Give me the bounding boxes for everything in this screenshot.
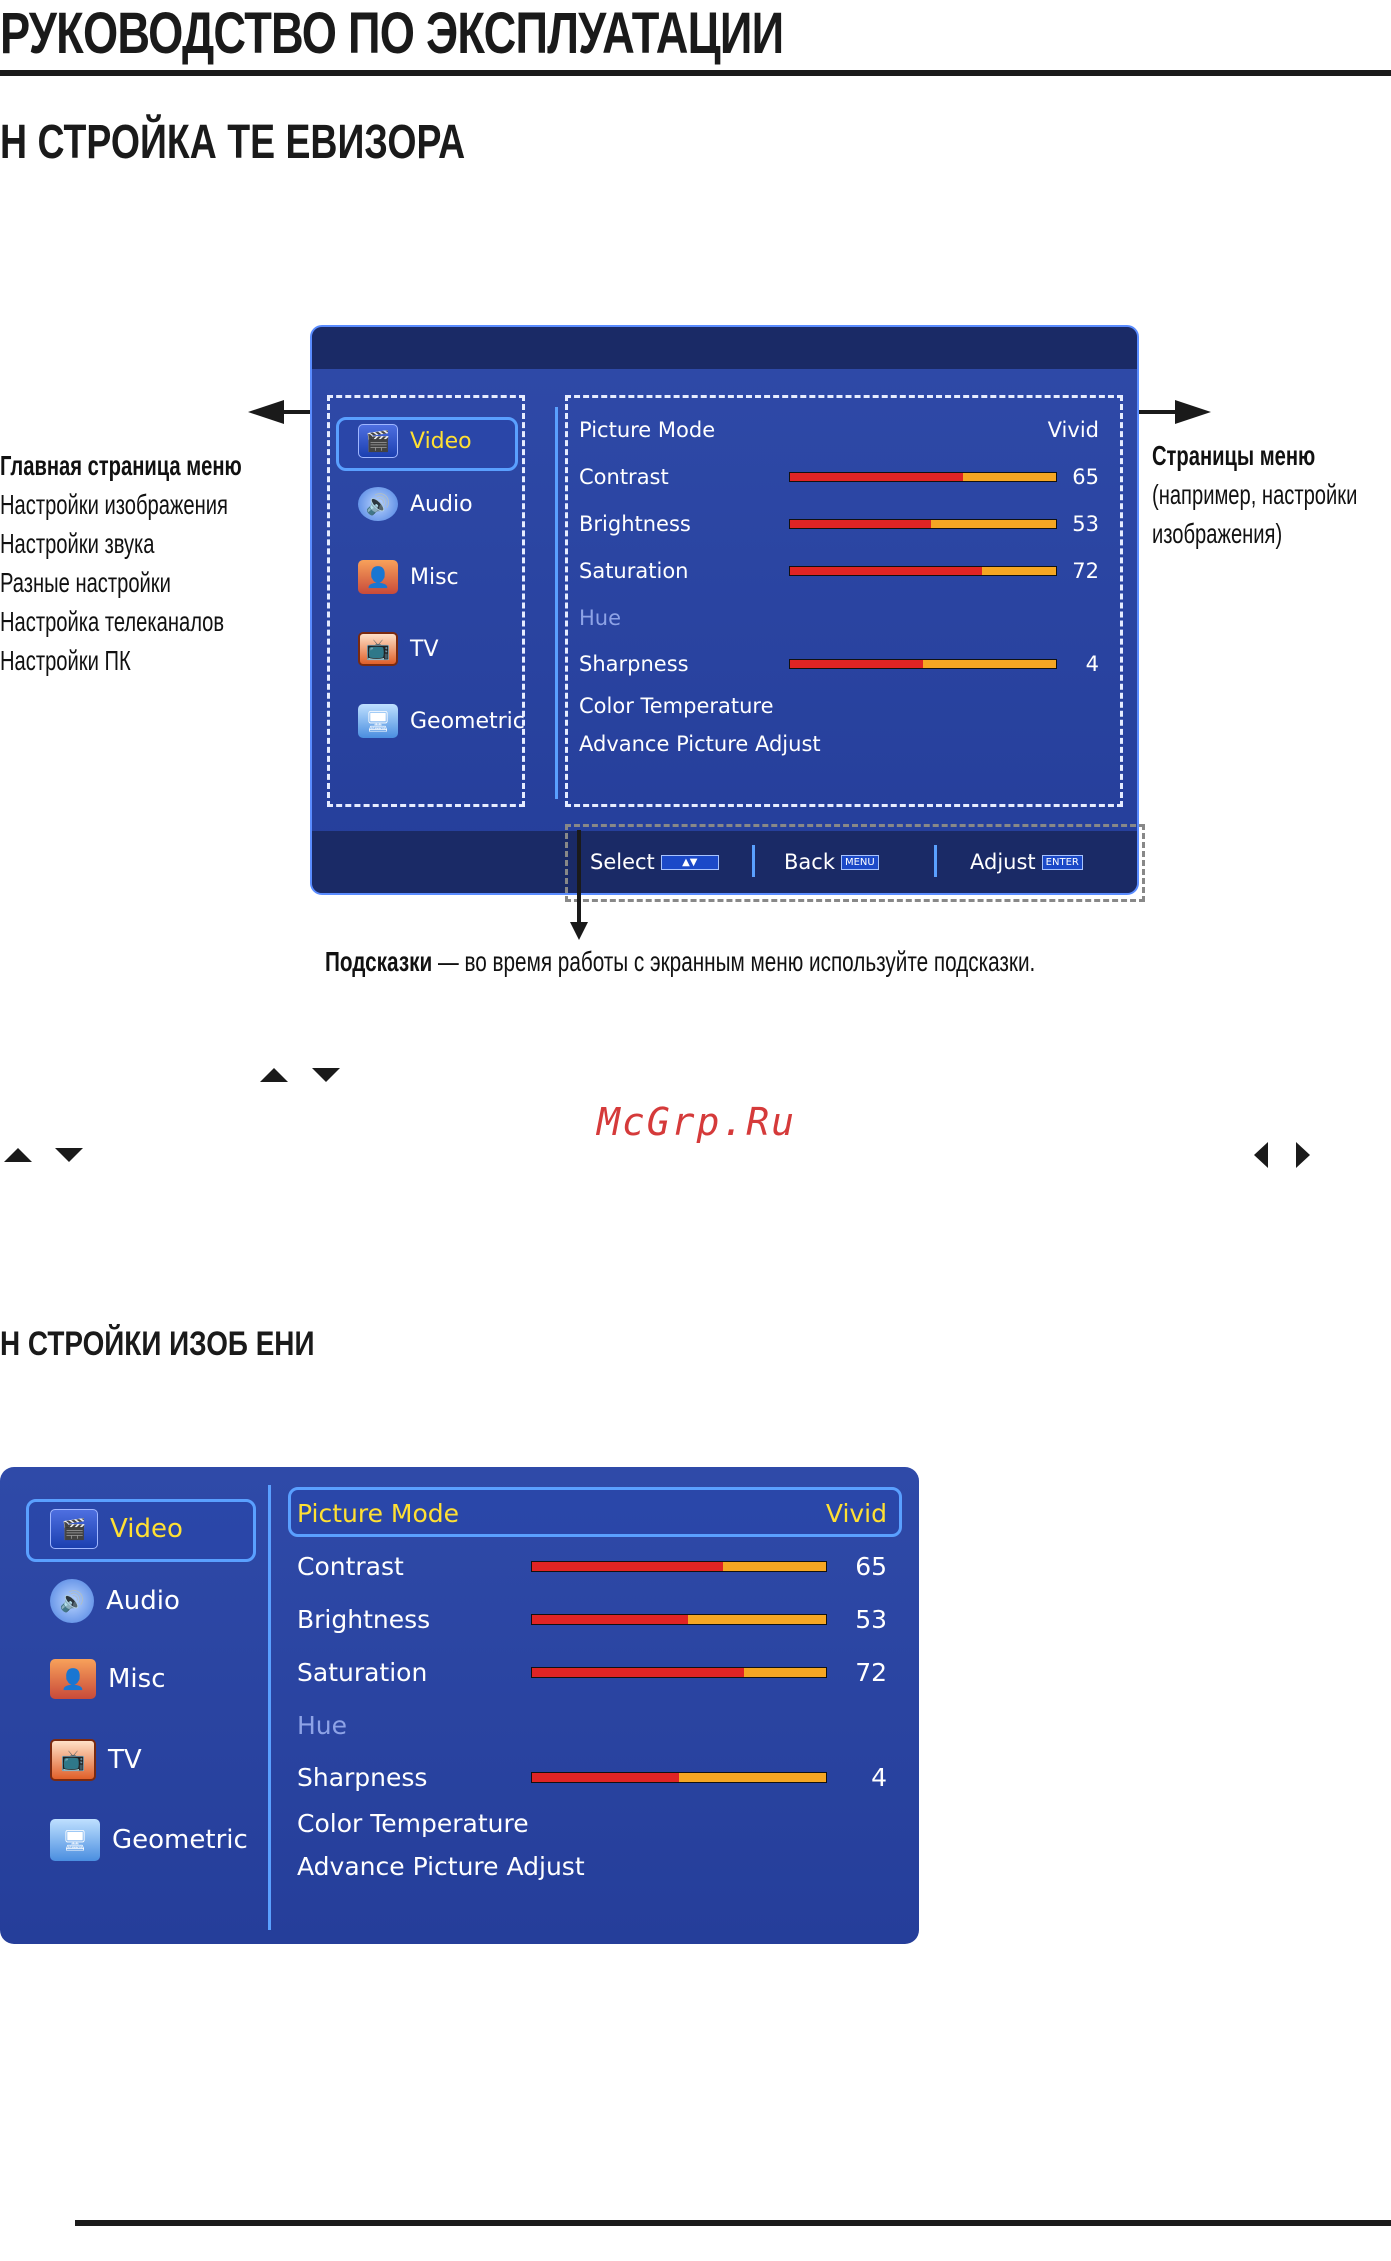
misc-icon: 👤: [358, 560, 398, 594]
sidebar-item-misc[interactable]: [358, 560, 459, 594]
left-arrow-head: [248, 400, 284, 424]
sidebar-item-tv[interactable]: [358, 632, 439, 666]
menu-item-sharpness[interactable]: [579, 649, 1099, 679]
menu-item-value: Vivid: [1047, 418, 1099, 442]
menu-item-value: 53: [855, 1604, 887, 1634]
right-caption-line: изображения): [1152, 518, 1283, 549]
hint-caption-bold: Подсказки: [325, 946, 433, 977]
hint-bar-callout-frame: [565, 824, 1145, 902]
sidebar-item-audio[interactable]: [50, 1579, 180, 1623]
hint-arrow-head: [570, 922, 588, 940]
hint-adjust-label: Adjust: [970, 850, 1036, 874]
menu-item-label: Sharpness: [579, 652, 689, 676]
sharpness-level-bar[interactable]: [789, 659, 1057, 669]
saturation-level-bar[interactable]: [531, 1667, 827, 1678]
menu-item-saturation[interactable]: [297, 1655, 887, 1689]
menu-item-label: Saturation: [297, 1657, 428, 1687]
tv-icon: 📺: [50, 1739, 96, 1781]
left-caption-line: Настройки ПК: [0, 645, 131, 676]
sidebar-item-label: Geometric: [112, 1825, 248, 1855]
sidebar-item-misc[interactable]: [50, 1659, 166, 1699]
misc-icon: 👤: [50, 1659, 96, 1699]
left-caption: [0, 446, 242, 680]
right-arrow-icon: [1296, 1142, 1310, 1168]
bottom-rule: [75, 2220, 1391, 2226]
document-title: РУКОВОДСТВО ПО ЭКСПЛУАТАЦИИ: [0, 1, 784, 66]
menu-item-label: Brightness: [297, 1604, 431, 1634]
menu-item-brightness[interactable]: [579, 509, 1099, 539]
sub-section-title: Н СТРОЙКИ ИЗОБ ЕНИ: [0, 1325, 315, 1363]
left-caption-line: Настройки изображения: [0, 489, 228, 520]
menu-item-contrast[interactable]: [297, 1549, 887, 1583]
menu-item-color-temperature[interactable]: [297, 1806, 887, 1840]
menu-item-label: Contrast: [579, 465, 669, 489]
menu-item-value: 65: [1072, 465, 1099, 489]
menu-key-icon: MENU: [841, 855, 879, 870]
menu-item-label: Hue: [297, 1710, 348, 1740]
menu-item-label: Picture Mode: [579, 418, 716, 442]
title-rule: [0, 70, 1391, 76]
right-caption: [1152, 436, 1357, 553]
contrast-level-bar[interactable]: [531, 1561, 827, 1572]
left-caption-line: Разные настройки: [0, 567, 171, 598]
menu-item-value: 72: [1072, 559, 1099, 583]
sidebar-divider: [555, 407, 558, 799]
tv-menu-annotated: [310, 325, 1139, 895]
menu-item-label: Brightness: [579, 512, 691, 536]
right-arrow-head: [1175, 400, 1211, 424]
menu-item-value: 4: [1085, 652, 1099, 676]
sidebar-item-label: Misc: [410, 564, 459, 590]
menu-item-value: 65: [855, 1551, 887, 1581]
sidebar-item-label: Audio: [106, 1586, 180, 1616]
menu-item-label: Hue: [579, 606, 622, 630]
menu-item-label: Picture Mode: [297, 1498, 460, 1528]
sidebar-item-video[interactable]: [358, 424, 472, 458]
audio-icon: 🔊: [358, 487, 398, 521]
menu-item-label: Color Temperature: [297, 1808, 529, 1838]
tv-menu-picture: [0, 1467, 919, 1944]
enter-key-icon: ENTER: [1042, 855, 1083, 870]
hint-arrow-line: [577, 830, 581, 926]
menu-item-value: 53: [1072, 512, 1099, 536]
menu-item-hue: [579, 603, 1099, 633]
down-arrow-icon: [312, 1068, 340, 1082]
sidebar-item-audio[interactable]: [358, 487, 473, 521]
menu-item-label: Advance Picture Adjust: [579, 732, 821, 756]
menu-item-color-temperature[interactable]: [579, 691, 1099, 721]
watermark: McGrp.Ru: [597, 1100, 797, 1144]
menu-item-advance-picture-adjust[interactable]: [579, 729, 1099, 759]
left-caption-heading: Главная страница меню: [0, 450, 242, 481]
sidebar-item-label: Geometric: [410, 708, 525, 734]
sidebar-item-video[interactable]: [50, 1509, 183, 1549]
sidebar-item-tv[interactable]: [50, 1739, 142, 1781]
hint-caption: [325, 946, 1035, 978]
menu-item-brightness[interactable]: [297, 1602, 887, 1636]
video-icon: 🎬: [50, 1509, 98, 1549]
menu-top-bar: [312, 327, 1137, 369]
menu-item-picture-mode[interactable]: [579, 415, 1099, 445]
up-arrow-icon: [4, 1148, 32, 1162]
sidebar-divider: [268, 1485, 271, 1930]
sidebar-item-label: Video: [110, 1514, 183, 1544]
section-title: Н СТРОЙКА ТЕ ЕВИЗОРА: [0, 116, 466, 169]
menu-item-saturation[interactable]: [579, 556, 1099, 586]
menu-item-value: 72: [855, 1657, 887, 1687]
menu-item-label: Advance Picture Adjust: [297, 1851, 585, 1881]
menu-item-label: Contrast: [297, 1551, 404, 1581]
menu-item-label: Color Temperature: [579, 694, 774, 718]
up-down-key-icon: ▲▼: [661, 855, 719, 870]
sidebar-item-label: TV: [108, 1745, 142, 1775]
geometric-icon: 🖥: [358, 704, 398, 738]
sharpness-level-bar[interactable]: [531, 1772, 827, 1783]
menu-item-advance-picture-adjust[interactable]: [297, 1849, 887, 1883]
menu-item-value: Vivid: [825, 1498, 887, 1528]
video-icon: 🎬: [358, 424, 398, 458]
menu-item-picture-mode[interactable]: [297, 1496, 887, 1530]
saturation-level-bar[interactable]: [789, 566, 1057, 576]
up-arrow-icon: [260, 1068, 288, 1082]
menu-item-label: Saturation: [579, 559, 689, 583]
left-arrow-icon: [1254, 1142, 1268, 1168]
sidebar-item-geometric[interactable]: [358, 704, 525, 738]
sidebar-item-label: Audio: [410, 491, 473, 517]
contrast-level-bar[interactable]: [789, 472, 1057, 482]
brightness-level-bar[interactable]: [789, 519, 1057, 529]
menu-item-hue: [297, 1708, 887, 1742]
brightness-level-bar[interactable]: [531, 1614, 827, 1625]
menu-item-contrast[interactable]: [579, 462, 1099, 492]
sidebar-item-label: Video: [410, 428, 472, 454]
sidebar-item-geometric[interactable]: [50, 1819, 248, 1861]
menu-item-value: 4: [871, 1762, 887, 1792]
hint-caption-text: — во время работы с экранным меню используйте подсказки.: [432, 946, 1036, 977]
left-caption-line: Настройки звука: [0, 528, 155, 559]
menu-item-sharpness[interactable]: [297, 1760, 887, 1794]
geometric-icon: 🖥: [50, 1819, 100, 1861]
sidebar-item-label: Misc: [108, 1664, 166, 1694]
sidebar-item-label: TV: [410, 636, 439, 662]
tv-icon: 📺: [358, 632, 398, 666]
left-caption-line: Настройка телеканалов: [0, 606, 225, 637]
right-caption-line: (например, настройки: [1152, 479, 1358, 510]
audio-icon: 🔊: [50, 1579, 94, 1623]
right-caption-heading: Страницы меню: [1152, 440, 1316, 471]
hint-back-label: Back: [784, 850, 835, 874]
hint-select-label: Select: [590, 850, 655, 874]
down-arrow-icon: [55, 1148, 83, 1162]
menu-item-label: Sharpness: [297, 1762, 428, 1792]
